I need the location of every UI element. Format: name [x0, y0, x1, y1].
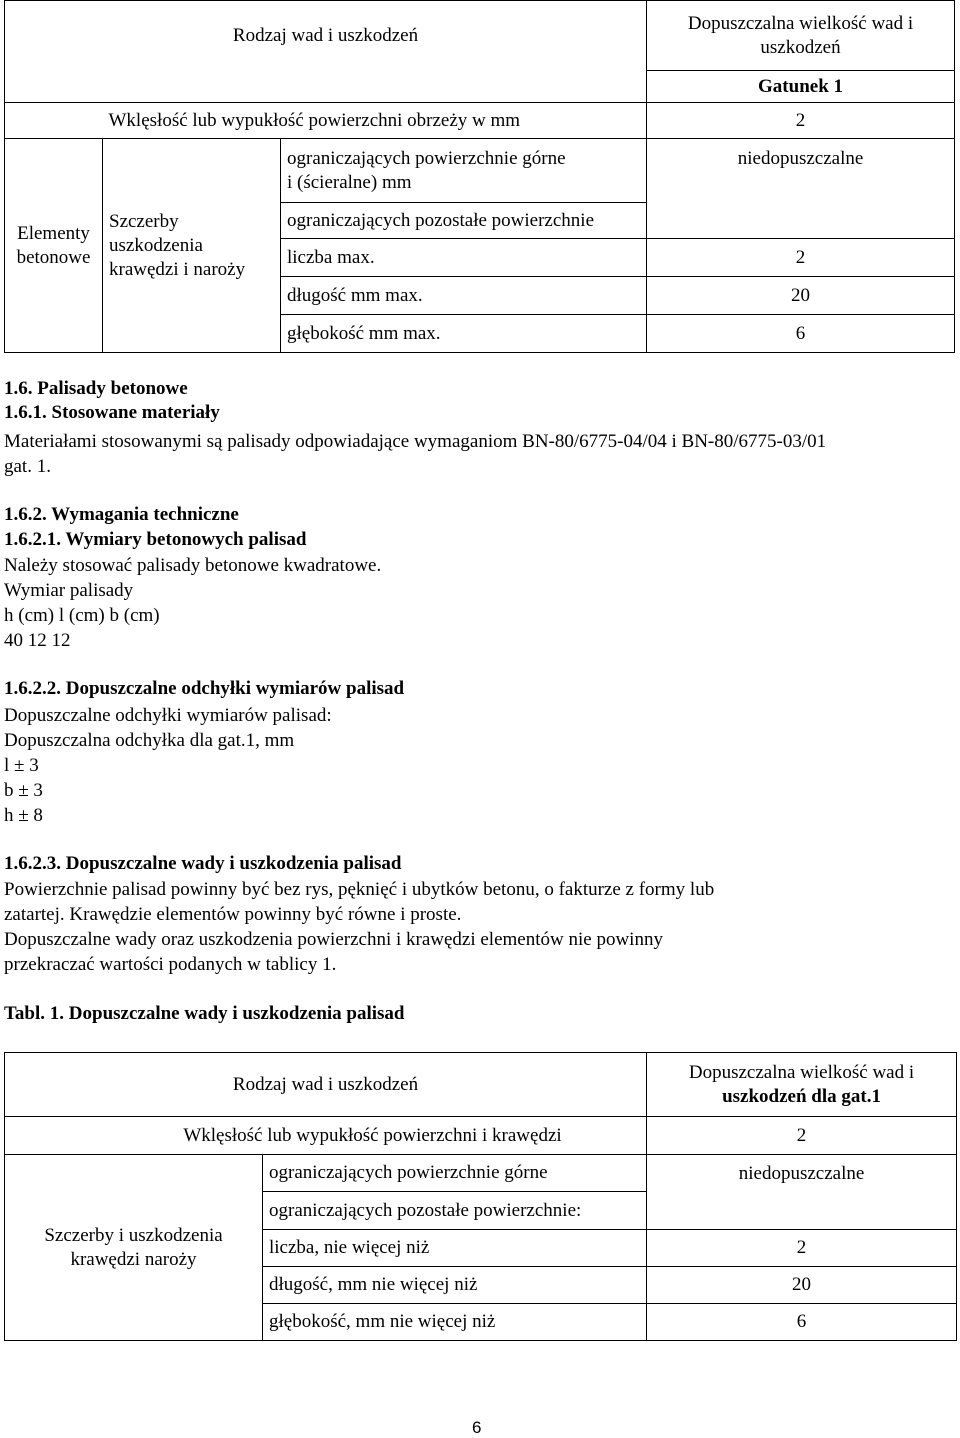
bottom-header-left: Rodzaj wad i uszkodzeń: [5, 1053, 647, 1117]
page-number: 6: [472, 1418, 482, 1437]
section-1-6-2-2-heading: 1.6.2.2. Dopuszczalne odchyłki wymiarów palisad: [4, 678, 405, 699]
bottom-row-length-label: długość, mm nie więcej niż: [263, 1267, 647, 1304]
bottom-not-allowed: niedopuszczalne: [647, 1155, 957, 1230]
section-1-6-2-heading: 1.6.2. Wymagania techniczne: [4, 504, 239, 525]
bottom-row-surface-label: Wklęsłość lub wypukłość powierzchni i krawędzi: [5, 1117, 647, 1155]
table-caption: Tabl. 1. Dopuszczalne wady i uszkodzenia palisad: [4, 1003, 405, 1024]
bottom-row-other-surface: ograniczających pozostałe powierzchnie:: [263, 1192, 647, 1230]
top-row-surface-label: Wklęsłość lub wypukłość powierzchni obrzeży w mm: [103, 103, 647, 139]
bottom-row-depth-label: głębokość, mm nie więcej niż: [263, 1304, 647, 1341]
top-header-left: Rodzaj wad i uszkodzeń: [5, 1, 647, 71]
top-row-length-value: 20: [647, 277, 955, 315]
top-row-top-surface: ograniczających powierzchnie górne i (ścieralne) mm: [281, 139, 647, 203]
top-header-right: Dopuszczalna wielkość wad i uszkodzeń: [647, 1, 955, 71]
bottom-header-right: Dopuszczalna wielkość wad i uszkodzeń dla gat.1: [647, 1053, 957, 1117]
bottom-row-length-value: 20: [647, 1267, 957, 1304]
top-row-length-label: długość mm max.: [281, 277, 647, 315]
top-row-depth-value: 6: [647, 315, 955, 353]
paragraph-tolerances: Dopuszczalne odchyłki wymiarów palisad: Dopuszczalna odchyłka dla gat.1, mm l ± 3 b ± 3 h ± 8: [4, 705, 332, 826]
paragraph-dimensions: Należy stosować palisady betonowe kwadratowe. Wymiar palisady h (cm) l (cm) b (cm) 40 12 12: [4, 555, 382, 651]
section-1-6-2-1-heading: 1.6.2.1. Wymiary betonowych palisad: [4, 529, 307, 550]
top-row-count-value: 2: [647, 239, 955, 277]
bottom-row-depth-value: 6: [647, 1304, 957, 1341]
section-1-6-2-3-heading: 1.6.2.3. Dopuszczalne wady i uszkodzenia palisad: [4, 853, 402, 874]
paragraph-defects: Powierzchnie palisad powinny być bez rys, pęknięć i ubytków betonu, o fakturze z formy lub zatartej. Krawędzie elementów powinny być równe i proste. Dopuszczalne wady oraz uszkodzenia powierzchni i krawędzi elementów nie powinny przekraczać wartości podanych w tablicy 1.: [4, 879, 715, 975]
top-row-count-label: liczba max.: [281, 239, 647, 277]
bottom-row-count-label: liczba, nie więcej niż: [263, 1230, 647, 1267]
top-grade: Gatunek 1: [647, 71, 955, 103]
top-row-surface-value: 2: [647, 103, 955, 139]
section-1-6-heading: 1.6. Palisady betonowe: [4, 378, 188, 399]
bottom-row-surface-value: 2: [647, 1117, 957, 1155]
top-row-depth-label: głębokość mm max.: [281, 315, 647, 353]
bottom-group-chips: Szczerby i uszkodzenia krawędzi naroży: [5, 1155, 263, 1341]
top-not-allowed: niedopuszczalne: [647, 139, 955, 239]
bottom-row-count-value: 2: [647, 1230, 957, 1267]
top-group-chips: Szczerby uszkodzenia krawędzi i naroży: [103, 139, 281, 353]
paragraph-materials: Materiałami stosowanymi są palisady odpowiadające wymaganiom BN-80/6775-04/04 i BN-80/6775-03/01 gat. 1.: [4, 431, 827, 477]
top-row-other-surface: ograniczających pozostałe powierzchnie: [281, 203, 647, 239]
bottom-row-top-surface: ograniczających powierzchnie górne: [263, 1155, 647, 1192]
section-1-6-1-heading: 1.6.1. Stosowane materiały: [4, 402, 220, 423]
defects-table-top: [4, 0, 955, 353]
top-group-elements: Elementy betonowe: [5, 139, 103, 353]
defects-table-bottom: [4, 1052, 957, 1341]
